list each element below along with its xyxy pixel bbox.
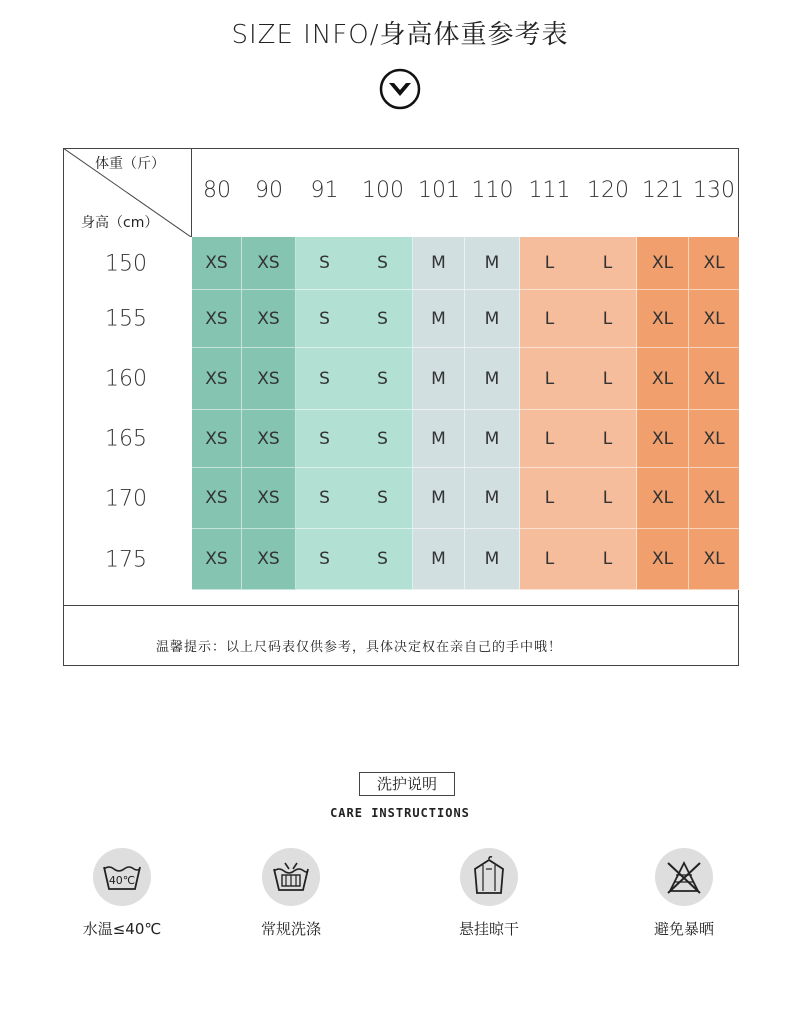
svg-text:40℃: 40℃ bbox=[108, 874, 136, 887]
weight-header: 91 bbox=[310, 178, 339, 203]
size-cell: L bbox=[520, 348, 579, 410]
care-item-text: 水温≤40℃ bbox=[82, 920, 162, 938]
size-cell: L bbox=[520, 529, 579, 590]
weight-header: 130 bbox=[693, 178, 735, 203]
height-label: 165 bbox=[105, 426, 147, 452]
care-item bbox=[52, 848, 192, 939]
size-cell: M bbox=[465, 410, 520, 468]
size-cell: XL bbox=[689, 348, 739, 410]
normal-wash-icon bbox=[269, 857, 313, 897]
size-cell: L bbox=[520, 237, 579, 290]
size-cell: M bbox=[413, 237, 465, 290]
water-temperature-40-icon bbox=[100, 857, 144, 897]
weight-header: 120 bbox=[587, 178, 629, 203]
size-cell: XS bbox=[242, 529, 296, 590]
care-icon-bg bbox=[262, 848, 320, 906]
weight-header: 80 bbox=[203, 178, 231, 203]
size-cell: M bbox=[465, 290, 520, 348]
size-cell: M bbox=[465, 237, 520, 290]
size-cell: S bbox=[353, 468, 413, 529]
care-icon-bg bbox=[655, 848, 713, 906]
size-cell: XL bbox=[637, 410, 689, 468]
size-cell: XS bbox=[192, 410, 242, 468]
size-cell: XS bbox=[242, 468, 296, 529]
size-cell: XL bbox=[689, 529, 739, 590]
care-title: 洗护说明 bbox=[359, 772, 455, 796]
size-cell: M bbox=[465, 529, 520, 590]
size-cell: XL bbox=[689, 290, 739, 348]
size-cell: XL bbox=[637, 468, 689, 529]
chevron-down-circle-icon bbox=[379, 68, 421, 110]
care-item bbox=[221, 848, 361, 939]
care-item-text: 悬挂晾干 bbox=[458, 920, 519, 938]
hang-dry-icon bbox=[469, 855, 509, 899]
size-cell: M bbox=[465, 468, 520, 529]
weight-header: 110 bbox=[471, 178, 514, 203]
size-cell: S bbox=[296, 410, 353, 468]
size-cell: M bbox=[413, 348, 465, 410]
size-cell: L bbox=[579, 468, 637, 529]
height-label: 150 bbox=[105, 251, 147, 276]
size-cell: L bbox=[579, 410, 637, 468]
size-cell: S bbox=[353, 290, 413, 348]
size-cell: XL bbox=[637, 348, 689, 410]
size-cell: XL bbox=[689, 468, 739, 529]
height-axis-label: 身高（cm） bbox=[81, 215, 159, 231]
size-cell: XS bbox=[192, 529, 242, 590]
size-cell: XS bbox=[192, 348, 242, 410]
size-cell: XS bbox=[242, 348, 296, 410]
size-cell: XS bbox=[242, 410, 296, 468]
care-item-text: 避免暴晒 bbox=[653, 920, 714, 938]
page-title: SIZE INFO/身高体重参考表 bbox=[231, 20, 569, 50]
care-icon-bg bbox=[460, 848, 518, 906]
no-sun-exposure-icon bbox=[662, 857, 706, 897]
size-cell: XS bbox=[242, 237, 296, 290]
size-cell: M bbox=[413, 410, 465, 468]
size-cell: XL bbox=[637, 290, 689, 348]
weight-header: 90 bbox=[255, 178, 283, 203]
care-item bbox=[419, 848, 559, 939]
size-cell: S bbox=[296, 348, 353, 410]
size-cell: XS bbox=[192, 237, 242, 290]
size-cell: S bbox=[353, 237, 413, 290]
size-cell: L bbox=[579, 348, 637, 410]
size-cell: S bbox=[353, 410, 413, 468]
table-corner-header bbox=[63, 148, 191, 237]
size-cell: XL bbox=[689, 410, 739, 468]
care-subtitle: CARE INSTRUCTIONS bbox=[330, 806, 470, 820]
height-label: 175 bbox=[105, 547, 147, 572]
size-cell: L bbox=[520, 468, 579, 529]
size-cell: M bbox=[413, 290, 465, 348]
size-cell: L bbox=[579, 290, 637, 348]
weight-axis-label: 体重（斤） bbox=[95, 156, 165, 172]
size-cell: XS bbox=[192, 290, 242, 348]
weight-header: 100 bbox=[362, 178, 404, 203]
height-label: 170 bbox=[105, 486, 147, 511]
size-cell: L bbox=[579, 237, 637, 290]
height-label: 155 bbox=[105, 306, 147, 332]
size-cell: S bbox=[296, 468, 353, 529]
weight-header: 111 bbox=[528, 178, 571, 203]
tip-divider bbox=[63, 605, 739, 606]
care-item-text: 常规洗涤 bbox=[260, 920, 321, 938]
size-cell: S bbox=[353, 348, 413, 410]
size-cell: M bbox=[413, 468, 465, 529]
size-cell: L bbox=[520, 410, 579, 468]
size-cell: S bbox=[353, 529, 413, 590]
size-cell: XS bbox=[242, 290, 296, 348]
size-cell: S bbox=[296, 529, 353, 590]
height-label: 160 bbox=[105, 366, 147, 392]
size-cell: S bbox=[296, 237, 353, 290]
size-cell: XS bbox=[192, 468, 242, 529]
size-cell: L bbox=[520, 290, 579, 348]
size-cell: L bbox=[579, 529, 637, 590]
size-cell: XL bbox=[637, 529, 689, 590]
size-cell: XL bbox=[689, 237, 739, 290]
size-cell: M bbox=[413, 529, 465, 590]
size-cell: XL bbox=[637, 237, 689, 290]
size-tip: 温馨提示：以上尺码表仅供参考，具体决定权在亲自己的手中哦！ bbox=[156, 640, 563, 655]
weight-header: 121 bbox=[642, 178, 684, 203]
care-item bbox=[614, 848, 754, 939]
care-icon-bg bbox=[93, 848, 151, 906]
weight-header: 101 bbox=[418, 178, 460, 203]
size-cell: S bbox=[296, 290, 353, 348]
size-cell: M bbox=[465, 348, 520, 410]
header-divider bbox=[191, 148, 192, 237]
